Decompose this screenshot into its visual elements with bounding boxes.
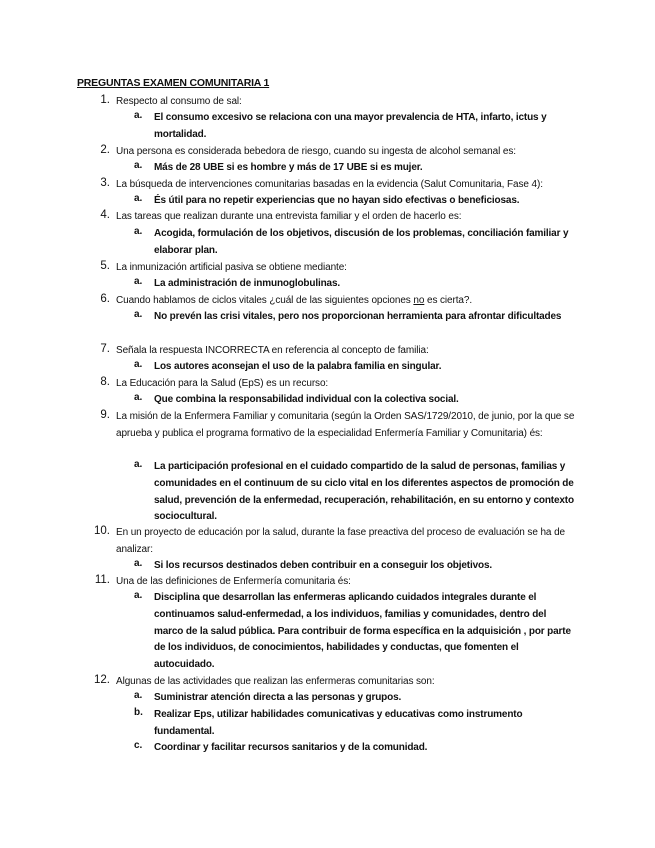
question-text: Las tareas que realizan durante una entrevista familiar y el orden de hacerlo es: [116,211,462,222]
answer-text: Suministrar atención directa a las personas y grupos. [154,692,402,703]
question-text: Algunas de las actividades que realizan las enfermeras comunitarias son: [116,676,435,687]
answer-text: Los autores aconsejan el uso de la palabra familia en singular. [154,361,442,372]
answer-marker: a. [134,558,143,569]
answer-text: Coordinar y facilitar recursos sanitarios y de la comunidad. [154,742,428,753]
answer-marker: a. [134,690,143,701]
question-text: En un proyecto de educación por la salud, durante la fase preactiva del proceso de evaluación se ha de analizar: [116,527,565,555]
question-text-underlined: no [413,295,425,306]
question-number: 6. [100,293,110,305]
question-number: 12. [94,674,110,686]
question-number: 5. [100,260,110,272]
answer-text: Si los recursos destinados deben contribuir en a conseguir los objetivos. [154,560,493,571]
question-number: 10. [94,525,110,537]
answer-text: Acogida, formulación de los objetivos, discusión de los problemas, conciliación familiar y elaborar plan. [154,228,569,256]
question-number: 9. [100,409,110,421]
answer-text: La participación profesional en el cuidado compartido de la salud de personas, familias y comunidades en el continuum de su ciclo vital en los diferentes aspectos de promoción de salud, prevención de la enfermedad, recuperación, rehabilitación, en su entorno y contexto sociocultural. [154,461,574,523]
answer-text: Que combina la responsabilidad individual con la colectiva social. [154,394,459,405]
answer-marker: c. [134,740,143,751]
answer-marker: a. [134,309,143,320]
answer-text: El consumo excesivo se relaciona con una mayor prevalencia de HTA, infarto, ictus y mortalidad. [154,112,547,140]
answer-marker: b. [134,707,143,718]
question-number: 3. [100,177,110,189]
answer-marker: a. [134,590,143,601]
question-text-part: es cierta?. [424,295,473,306]
question-number: 2. [100,144,110,156]
answer-text: La administración de inmunoglobulinas. [154,278,340,289]
question-text: Respecto al consumo de sal: [116,96,242,107]
answer-text: Disciplina que desarrollan las enfermeras aplicando cuidados integrales durante el continuamos salud-enfermedad, a los individuos, familias y comunidades, dentro del marco de la salud pública. Para contribuir de forma específica en la adquisición , por parte de los individuos, de conocimientos, habilidades y conductas, que fomenten el autocuidado. [154,592,571,671]
question-text: La inmunización artificial pasiva se obtiene mediante: [116,262,347,273]
question-text: Una persona es considerada bebedora de riesgo, cuando su ingesta de alcohol semanal es: [116,146,516,157]
answer-marker: a. [134,276,143,287]
question-number: 7. [100,343,110,355]
answer-marker: a. [134,392,143,403]
question-number: 8. [100,376,110,388]
question-text: Una de las definiciones de Enfermería comunitaria és: [116,576,351,587]
answer-marker: a. [134,459,143,470]
answer-marker: a. [134,359,143,370]
answer-text: No prevén las crisi vitales, pero nos proporcionan herramienta para afrontar dificultades [154,311,562,322]
question-text: La misión de la Enfermera Familiar y comunitaria (según la Orden SAS/1729/2010, de junio, por la que se aprueba y publica el programa formativo de la especialidad Enfermería Familiar y Comunitaria) és: [116,411,575,439]
answer-text: És útil para no repetir experiencias que no hayan sido efectivas o beneficiosas. [154,195,520,206]
answer-text: Más de 28 UBE si es hombre y más de 17 UBE si es mujer. [154,162,423,173]
question-number: 11. [94,574,110,586]
answer-marker: a. [134,160,143,171]
answer-marker: a. [134,110,143,121]
page-title: PREGUNTAS EXAMEN COMUNITARIA 1 [77,77,270,89]
question-text: La Educación para la Salud (EpS) es un recurso: [116,378,329,389]
question-text: La búsqueda de intervenciones comunitarias basadas en la evidencia (Salut Comunitaria, Fase 4): [116,179,543,190]
answer-text: Realizar Eps, utilizar habilidades comunicativas y educativas como instrumento fundamental. [154,709,523,737]
question-number: 1. [100,94,110,106]
answer-marker: a. [134,226,143,237]
question-number: 4. [100,209,110,221]
question-text-part: Cuando hablamos de ciclos vitales ¿cuál de las siguientes opciones [116,295,414,306]
question-text [116,293,586,310]
answer-marker: a. [134,193,143,204]
question-text: Señala la respuesta INCORRECTA en referencia al concepto de familia: [116,345,429,356]
